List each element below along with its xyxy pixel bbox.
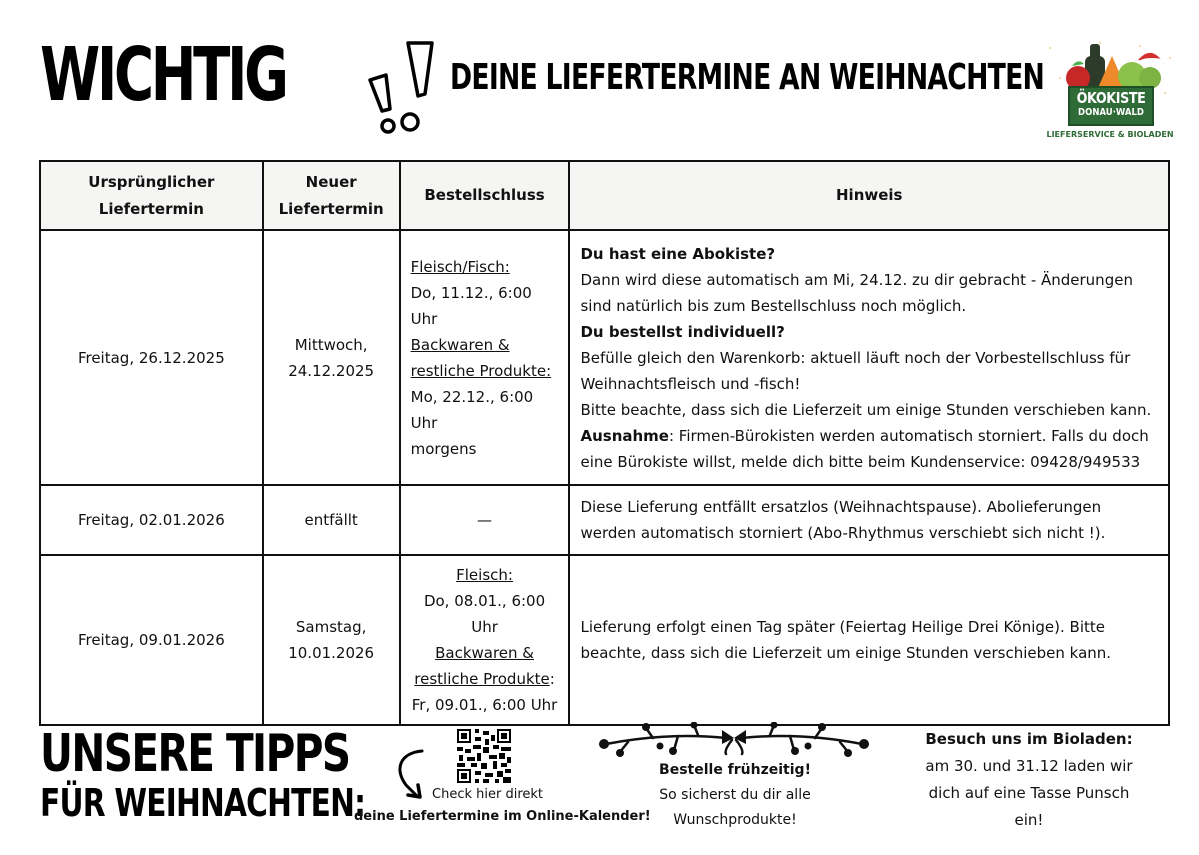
header-new-date: Neuer Liefertermin [263,161,400,230]
order-early-title: Bestelle frühzeitig! [659,762,811,778]
garland-bow-icon [598,722,870,762]
deadline-cell [400,555,570,725]
deadline-label: restliche Produkte: [410,361,552,380]
delivery-schedule-table [39,160,1170,726]
exception-text: : Firmen-Bürokisten werden automatisch storniert. Falls du doch eine Bürokiste willst, melde dich bitte beim Kundenservice: 09428/949533 [580,426,1149,471]
deadline-value: Do, 08.01., 6:00 Uhr [423,592,546,636]
deadline-label: Backwaren & [410,335,510,354]
new-date-cell: entfällt [263,485,400,555]
qr-calendar-block [350,725,651,835]
visit-text: ein! [1014,811,1044,829]
deadline-label: Fleisch/Fisch: [410,257,510,276]
deadline-value: Do, 11.12., 6:00 Uhr [410,283,532,328]
table-row [40,230,1169,485]
note-text: Dann wird diese automatisch am Mi, 24.12. zu dir gebracht - Änderungen sind natürlich bis zum Bestellschluss noch möglich. [580,270,1133,315]
table-header-row [40,161,1169,230]
note-text: Befülle gleich den Warenkorb: aktuell läuft noch der Vorbestellschluss für Weihnachtsfleisch und -fisch! [580,348,1131,393]
logo [1040,38,1180,143]
visit-text: am 30. und 31.12 laden wir [925,757,1133,775]
order-early-text: Wunschprodukte! [673,812,797,828]
headline: WICHTIG [40,32,286,118]
logo-line1: ÖKOKISTE [1076,89,1146,107]
deadline-label: restliche Produkte [414,670,550,688]
visit-text: dich auf eine Tasse Punsch [928,784,1130,802]
deadline-label-suffix: : [549,670,555,688]
qr-code[interactable] [457,729,511,783]
note-question: Du bestellst individuell? [580,322,785,341]
new-date-cell [263,230,400,485]
logo-line2: DONAU·WALD [1078,107,1144,118]
order-early-text: So sicherst du dir alle [659,787,811,803]
note-exception [580,423,1158,475]
deadline-label: Fleisch: [456,566,513,584]
deadline-value: Fr, 09.01., 6:00 Uhr [411,696,558,714]
note-cell: Lieferung erfolgt einen Tag später (Feiertag Heilige Drei Könige). Bitte beachte, dass sich die Lieferzeit um einige Stunden verschieben kann. [569,555,1169,725]
qr-caption: Check hier direkt [432,787,543,802]
visit-shop-tip [915,726,1143,834]
deadline-label: Backwaren & [435,644,535,662]
original-date-cell: Freitag, 02.01.2026 [40,485,263,555]
note-text: Bitte beachte, dass sich die Lieferzeit um einige Stunden verschieben kann. [580,400,1152,419]
tips-title-line1: UNSERE TIPPS [40,724,350,784]
deadline-value: Mo, 22.12., 6:00 Uhr [410,387,534,432]
exception-label: Ausnahme [580,426,669,445]
order-early-tip [620,758,850,833]
header-order-deadline: Bestellschluss [400,161,570,230]
deadline-label-wrap [411,666,559,692]
visit-title: Besuch uns im Bioladen: [925,730,1133,748]
header-note: Hinweis [569,161,1169,230]
original-date-cell: Freitag, 26.12.2025 [40,230,263,485]
table-row [40,555,1169,725]
table-row [40,485,1169,555]
tips-title [40,724,366,825]
subheadline: DEINE LIEFERTERMINE AN WEIHNACHTEN [450,57,1045,98]
new-date-cell [263,555,400,725]
deadline-value: morgens [410,439,477,458]
deadline-cell: — [400,485,570,555]
new-date-value: 10.01.2026 [288,644,375,662]
new-date-weekday: Samstag, [295,618,367,636]
header-original-date: Ursprünglicher Liefertermin [40,161,263,230]
qr-caption-bold: deine Liefertermine im Online-Kalender! [354,809,651,824]
note-question: Du hast eine Abokiste? [580,244,776,263]
tips-title-line2: FÜR WEIHNACHTEN: [40,781,366,825]
new-date-value: 24.12.2025 [288,361,375,380]
logo-badge [1068,86,1154,126]
note-cell [569,230,1169,485]
logo-tagline: LIEFERSERVICE & BIOLADEN [1046,130,1174,139]
note-cell: Diese Lieferung entfällt ersatzlos (Weihnachtspause). Abolieferungen werden automatisch storniert (Abo-Rhythmus verschiebt sich nicht !). [569,485,1169,555]
deadline-cell [400,230,570,485]
original-date-cell: Freitag, 09.01.2026 [40,555,263,725]
new-date-weekday: Mittwoch, [294,335,368,354]
double-exclamation-icon [365,30,440,135]
